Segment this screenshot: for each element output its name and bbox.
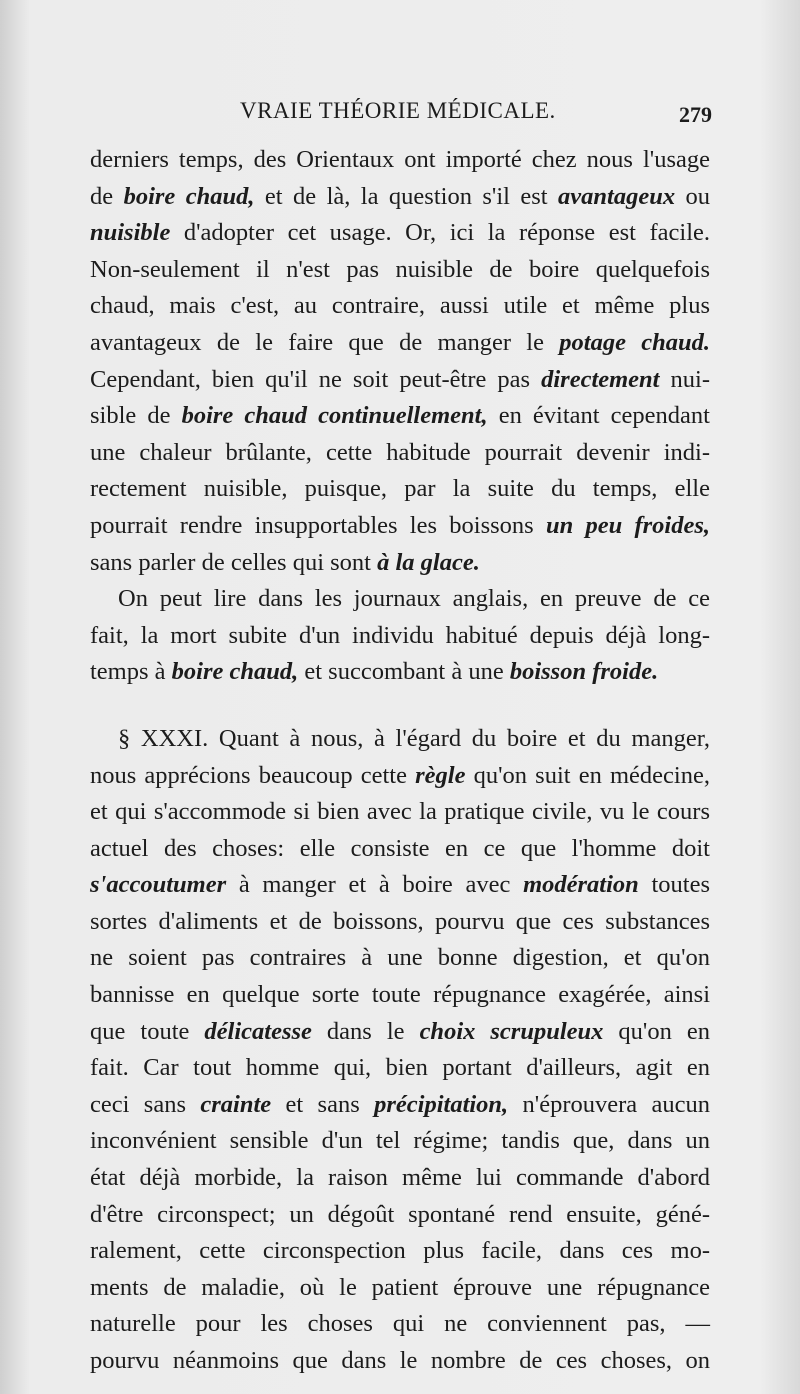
- text-line: [90, 288, 710, 325]
- text-line: [90, 654, 710, 691]
- text-line: [90, 831, 710, 868]
- text-run: sible de: [90, 402, 182, 430]
- text-line: [90, 977, 710, 1014]
- text-run: d'être circonspect; un dégoût spontané rend ensuite, géné-: [90, 1200, 710, 1228]
- text-line: [90, 508, 710, 545]
- text-run: nui-: [659, 365, 711, 393]
- text-run: avantageux de le faire que de manger le: [90, 328, 560, 356]
- paragraph: [90, 721, 710, 1380]
- text-line: [90, 1087, 710, 1124]
- page-number: 279: [679, 102, 712, 127]
- emphasis-text: délicatesse: [204, 1017, 312, 1045]
- text-run: et qui s'accommode si bien avec la pratique civile, vu le cours: [90, 798, 710, 826]
- text-line: [90, 1050, 710, 1087]
- emphasis-text: règle: [415, 761, 466, 789]
- emphasis-text: choix scrupuleux: [419, 1017, 604, 1045]
- emphasis-text: potage chaud.: [559, 328, 710, 356]
- text-line: [90, 471, 710, 508]
- emphasis-text: directement: [541, 365, 660, 393]
- text-line: [90, 904, 710, 941]
- text-line: [90, 1306, 710, 1343]
- running-title: VRAIE THÉORIE MÉDICALE.: [240, 98, 556, 123]
- text-run: de: [90, 182, 124, 210]
- text-run: Cependant, bien qu'il ne soit peut-être pas: [90, 365, 542, 393]
- text-line: [90, 867, 710, 904]
- text-line: [90, 142, 710, 179]
- emphasis-text: avantageux: [558, 182, 676, 210]
- emphasis-text: un peu froides,: [545, 511, 710, 539]
- page-body: [90, 142, 710, 1380]
- text-run: actuel des choses: elle consiste en ce que l'homme doit: [90, 834, 710, 862]
- text-run: nous apprécions beaucoup cette: [90, 761, 416, 789]
- paragraph: [90, 142, 710, 581]
- emphasis-text: à la glace.: [377, 548, 480, 576]
- text-line: [90, 758, 710, 795]
- text-line: [90, 545, 710, 582]
- text-run: ralement, cette circonspection plus facile, dans ces mo-: [90, 1237, 710, 1265]
- text-run: n'éprouvera aucun: [508, 1090, 711, 1118]
- text-run: à manger et à boire avec: [226, 871, 524, 899]
- text-line: [90, 721, 710, 758]
- text-run: en évitant cependant: [487, 402, 710, 430]
- text-run: fait. Car tout homme qui, bien portant d'ailleurs, agit en: [90, 1054, 710, 1082]
- text-run: ou: [675, 182, 711, 210]
- text-line: [90, 435, 710, 472]
- text-line: [90, 1343, 710, 1380]
- text-run: fait, la mort subite d'un individu habitué depuis déjà long-: [90, 621, 710, 649]
- text-run: ne soient pas contraires à une bonne digestion, et qu'on: [90, 944, 710, 972]
- emphasis-text: boire chaud continuellement,: [181, 402, 488, 430]
- emphasis-text: nuisible: [90, 219, 171, 247]
- text-line: [90, 581, 710, 618]
- text-line: [90, 1270, 710, 1307]
- text-run: Non-seulement il n'est pas nuisible de boire quelquefois: [90, 255, 710, 283]
- emphasis-text: s'accoutumer: [90, 871, 227, 899]
- text-line: [90, 1197, 710, 1234]
- text-run: On peut lire dans les journaux anglais, en preuve de ce: [118, 585, 710, 613]
- text-line: [90, 215, 710, 252]
- text-line: [90, 362, 710, 399]
- text-run: ments de maladie, où le patient éprouve une répugnance: [90, 1273, 710, 1301]
- text-run: pourvu néanmoins que dans le nombre de ces choses, on: [90, 1347, 710, 1374]
- text-run: inconvénient sensible d'un tel régime; tandis que, dans un: [90, 1127, 710, 1155]
- text-line: [90, 794, 710, 831]
- text-run: derniers temps, des Orientaux ont importé chez nous l'usage: [90, 146, 710, 173]
- text-run: état déjà morbide, la raison même lui commande d'abord: [90, 1164, 710, 1192]
- emphasis-text: boire chaud,: [171, 658, 299, 686]
- page-header: [90, 98, 710, 134]
- text-run: que toute: [90, 1017, 205, 1045]
- text-line: [90, 940, 710, 977]
- text-line: [90, 179, 710, 216]
- text-line: [90, 1014, 710, 1051]
- text-line: [90, 398, 710, 435]
- text-line: [90, 325, 710, 362]
- text-run: naturelle pour les choses qui ne conviennent pas, —: [90, 1310, 710, 1338]
- text-run: sans parler de celles qui sont: [90, 548, 378, 576]
- text-line: [90, 1123, 710, 1160]
- paragraph: [90, 581, 710, 691]
- text-run: ceci sans: [90, 1090, 201, 1118]
- text-run: et de là, la question s'il est: [254, 182, 559, 210]
- text-run: § XXXI. Quant à nous, à l'égard du boire et du manger,: [118, 724, 710, 752]
- text-run: qu'on suit en médecine,: [465, 761, 710, 789]
- text-run: une chaleur brûlante, cette habitude pourrait devenir indi-: [90, 438, 710, 466]
- text-line: [90, 1160, 710, 1197]
- text-run: rectement nuisible, puisque, par la suite du temps, elle: [90, 475, 710, 503]
- text-line: [90, 252, 710, 289]
- text-run: sortes d'aliments et de boissons, pourvu que ces substances: [90, 907, 710, 935]
- text-run: toutes: [638, 871, 710, 899]
- text-run: dans le: [311, 1017, 420, 1045]
- text-run: chaud, mais c'est, au contraire, aussi utile et même plus: [90, 292, 710, 320]
- paragraph-gap: [90, 691, 710, 721]
- text-run: qu'on en: [603, 1017, 710, 1045]
- text-line: [90, 618, 710, 655]
- text-run: pourrait rendre insupportables les boissons: [90, 511, 546, 539]
- emphasis-text: crainte: [200, 1090, 272, 1118]
- emphasis-text: boisson froide.: [509, 658, 659, 686]
- text-line: [90, 1233, 710, 1270]
- text-run: et sans: [271, 1090, 375, 1118]
- emphasis-text: précipitation,: [374, 1090, 509, 1118]
- text-run: et succombant à une: [298, 658, 510, 686]
- text-run: d'adopter cet usage. Or, ici la réponse est facile.: [170, 219, 710, 247]
- emphasis-text: boire chaud,: [123, 182, 255, 210]
- text-run: temps à: [90, 658, 172, 686]
- emphasis-text: modération: [523, 871, 639, 899]
- text-run: bannisse en quelque sorte toute répugnance exagérée, ainsi: [90, 981, 710, 1009]
